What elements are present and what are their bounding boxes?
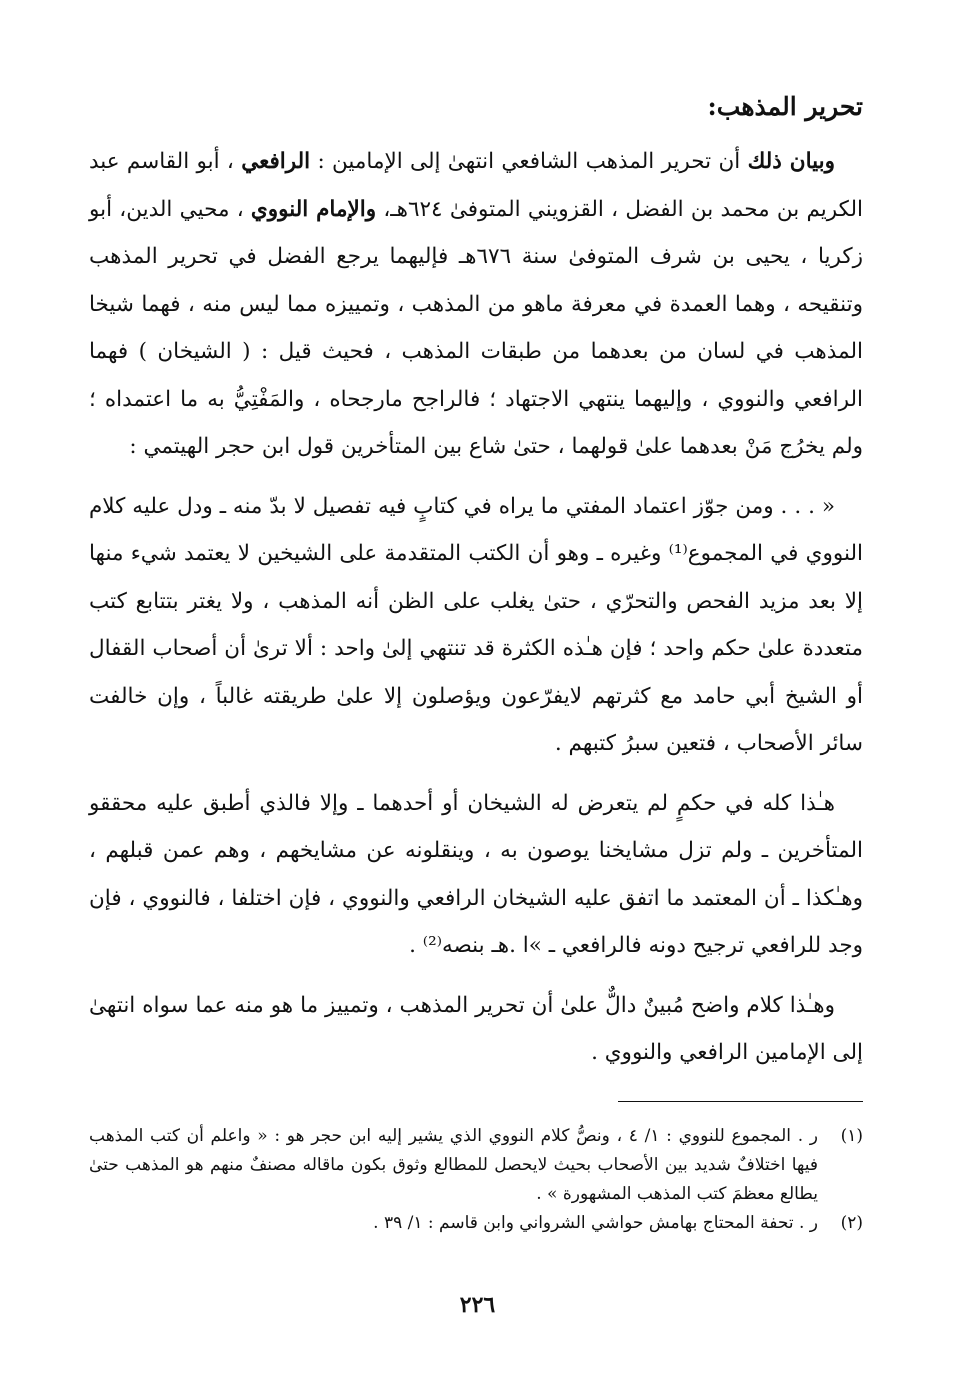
footnotes [89, 1122, 863, 1238]
text-run: أن تحرير المذهب الشافعي انتهىٰ إلى الإمامين : [310, 149, 748, 174]
bold-name-rafii: الرافعي [241, 149, 311, 174]
page-number: ٢٢٦ [459, 1292, 496, 1318]
bold-lead: وبيان ذلك [747, 149, 835, 174]
section-heading: تحرير المذهب: [707, 92, 863, 121]
footnote-2 [89, 1209, 863, 1238]
text-run: ، أبو القاسم عبد الكريم بن محمد بن الفضل ، القزويني المتوفىٰ ٦٢٤هـ، [89, 149, 863, 222]
paragraph-intro [89, 138, 863, 471]
footnote-text: ر . تحفة المحتاج بهامش حواشي الشرواني وابن قاسم : ١/ ٣٩ . [373, 1213, 818, 1233]
text-run: ، محيي الدين، أبو زكريا ، يحيى بن شرف المتوفىٰ سنة ٦٧٦هـ فإليهما يرجع الفضل في تحرير المذهب وتنقيحه ، وهما العمدة في معرفة ماهو من المذهب ، وتمييزه مما ليس منه ، فهما شيخا المذهب في لسان من بعدهما من طبقات المذهب ، فحيث قيل : ( الشيخان ) فهما الرافعي والنووي ، وإليهما ينتهي الاجتهاد ؛ فالراجح مارجحاه ، والمَفْتِيُّ به ما اعتمداه ؛ ولم يخرُج مَنْ بعدهما علىٰ قولهما ، حتىٰ شاع بين المتأخرين قول ابن حجر الهيتمي : [89, 196, 863, 459]
footnote-text: ر . المجموع للنووي : ١/ ٤ ، ونصُّ كلام النووي الذي يشير إليه ابن حجر هو : « واعلم أن كتب المذهب فيها اختلافٌ شديد بين الأصحاب بحيث لايحصل للمطالع وثوق بكون ماقاله مصنفٌ منهم هو المذهب حتىٰ يطالع معظمَ كتب المذهب المشهورة » . [89, 1126, 818, 1204]
body-text [89, 138, 863, 1089]
footnote-separator [618, 1101, 863, 1102]
paragraph-quote: « . . . ومن جوّز اعتماد المفتي ما يراه في كتابٍ فيه تفصيل لا بدّ منه ـ ودل عليه كلام النووي في المجموع⁽¹⁾ وغيره ـ وهو أن الكتب المتقدمة على الشيخين لا يعتمد شيء منها إلا بعد مزيد الفحص والتحرّي ، حتىٰ يغلب على الظن أنه المذهب ، ولا يغتر بتتابع كتب متعددة علىٰ حكم واحد ؛ فإن هـٰذه الكثرة قد تنتهي إلىٰ واحد : ألا ترىٰ أن أصحاب القفال أو الشيخ أبي حامد مع كثرتهم لايفرّعون ويؤصلون إلا علىٰ طريقته غالباً ، وإن خالفت سائر الأصحاب ، فتعين سبرُ كتبهم . [89, 493, 863, 756]
bold-name-nawawi: والإمام النووي [250, 196, 377, 222]
footnote-marker: (٢) [840, 1213, 863, 1233]
paragraph-conclusion: وهـٰذا كلام واضح مُبينٌ دالٌّ علىٰ أن تحرير المذهب ، وتمييز ما هو منه عما سواه انتهىٰ إلى الإمامين الرافعي والنووي . [89, 992, 863, 1065]
footnote-marker: (١) [840, 1126, 863, 1146]
paragraph-quote-continued: هـٰذا كله في حكمٍ لم يتعرض له الشيخان أو أحدهما ـ وإلا فالذي أطبق عليه محققو المتأخرين ـ ولم تزل مشايخنا يوصون به ، وينقلونه عن مشايخهم ، وهم عمن قبلهم ، وهـٰكذا ـ أن المعتمد ما اتفق عليه الشيخان الرافعي والنووي ، فإن اختلفا ، فالنووي ، فإن وجد للرافعي ترجيح دونه فالرافعي ـ »ا .هـ بنصه⁽²⁾ . [89, 790, 863, 958]
footnote-1 [89, 1122, 863, 1209]
